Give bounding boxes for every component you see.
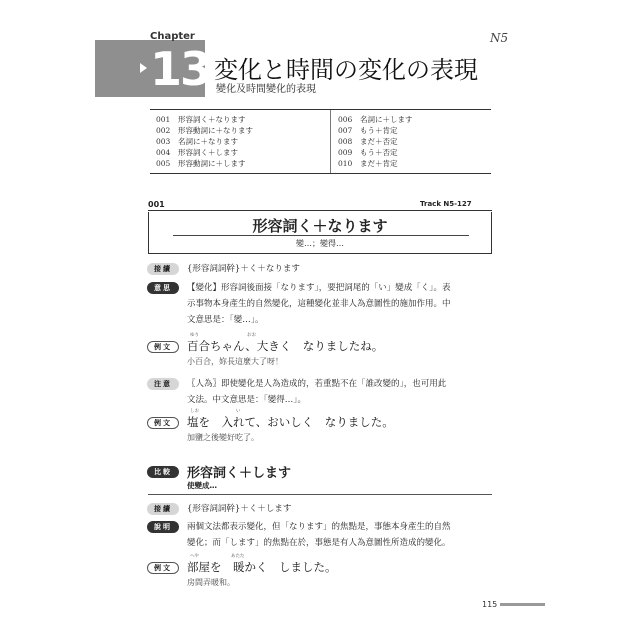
page-title: 変化と時間の変化の表現 [214,56,478,84]
explain-line-1: 兩個文法都表示變化，但「なります」的焦點是，事態本身產生的自然 [187,522,451,532]
index-item: 004 形容詞く＋します [156,148,238,157]
pattern-meaning: 變…；變得… [296,239,344,248]
chapter-number: 13 [150,42,211,96]
example-sentence: 百合ちゃん、大きく なりましたね。 [187,339,384,353]
index-item: 002 形容動詞に＋なります [156,126,253,135]
index-item: 010 まだ＋肯定 [338,159,398,168]
pattern-title: 形容詞く＋なります [252,217,388,235]
level-mark: N5 [490,31,509,45]
meaning-tag: 意思 [147,282,179,294]
meaning-line-2: 示事物本身產生的自然變化，這種變化並非人為意圖性的施加作用。中 [187,299,451,309]
chapter-arrow-icon [140,63,147,73]
example-tag: 例文 [147,562,179,574]
compare-title: 形容詞く＋します [187,466,292,481]
index-item: 003 名詞に＋なります [156,137,238,146]
example-tag: 例文 [147,341,179,353]
index-item: 001 形容詞く＋なります [156,115,246,124]
compare-meaning: 使變成… [187,481,217,490]
grammar-index [150,109,491,174]
example-tag: 例文 [147,417,179,429]
compare-connection-text: {形容詞詞幹}＋く＋します [187,504,292,514]
explain-tag: 說明 [147,521,179,533]
compare-tag: 比較 [147,466,179,478]
page-bar [500,603,545,606]
index-right-column [338,114,413,169]
note-line-1: 〖人為〗即使變化是人為造成的，若重點不在「誰改變的」，也可用此 [187,379,447,389]
section-rule [148,210,492,211]
example-sentence: 部屋を 暖かく しました。 [187,560,337,574]
ruby-reading: しお [190,409,199,414]
page-subtitle: 變化及時間變化的表現 [216,84,316,95]
note-line-2: 文法。中文意思是：「變得…」。 [187,395,307,405]
index-item: 006 名詞に＋します [338,115,413,124]
index-item: 007 もう＋肯定 [338,126,398,135]
chapter-label: Chapter [150,31,195,42]
pattern-underline [173,235,469,236]
compare-rule [148,494,492,495]
track-label: Track N5-127 [420,200,472,208]
ruby-reading: あたた [231,554,245,559]
example-sentence: 塩を 入れて、おいしく なりました。 [187,415,394,429]
connection-tag: 接續 [147,263,179,275]
example-translation: 房間弄暖和。 [187,578,235,587]
ruby-reading: へや [190,554,199,559]
connection-tag: 接續 [147,503,179,515]
section-number: 001 [148,200,165,209]
page-number: 115 [482,600,498,609]
ruby-reading: おお [247,333,256,338]
connection-text: {形容詞詞幹}＋く＋なります [187,264,300,274]
example-translation: 小百合，妳長這麼大了呀！ [187,357,283,366]
index-left-column [156,114,253,169]
ruby-reading: い [236,409,241,414]
ruby-reading: ゆり [190,333,199,338]
note-tag: 注意 [147,378,179,390]
index-item: 009 もう＋否定 [338,148,398,157]
explain-line-2: 變化；而「します」的焦點在於，事態是有人為意圖性所造成的變化。 [187,538,451,548]
meaning-line-3: 文意思是：「變…」。 [187,315,264,325]
index-item: 005 形容動詞に＋します [156,159,246,168]
index-item: 008 まだ＋否定 [338,137,398,146]
pattern-box [148,212,492,254]
index-divider [330,110,331,173]
example-translation: 加鹽之後變好吃了。 [187,433,259,442]
meaning-line-1: 【變化】形容詞後面接「なります」，要把詞尾的「い」變成「く」。表 [187,283,451,293]
